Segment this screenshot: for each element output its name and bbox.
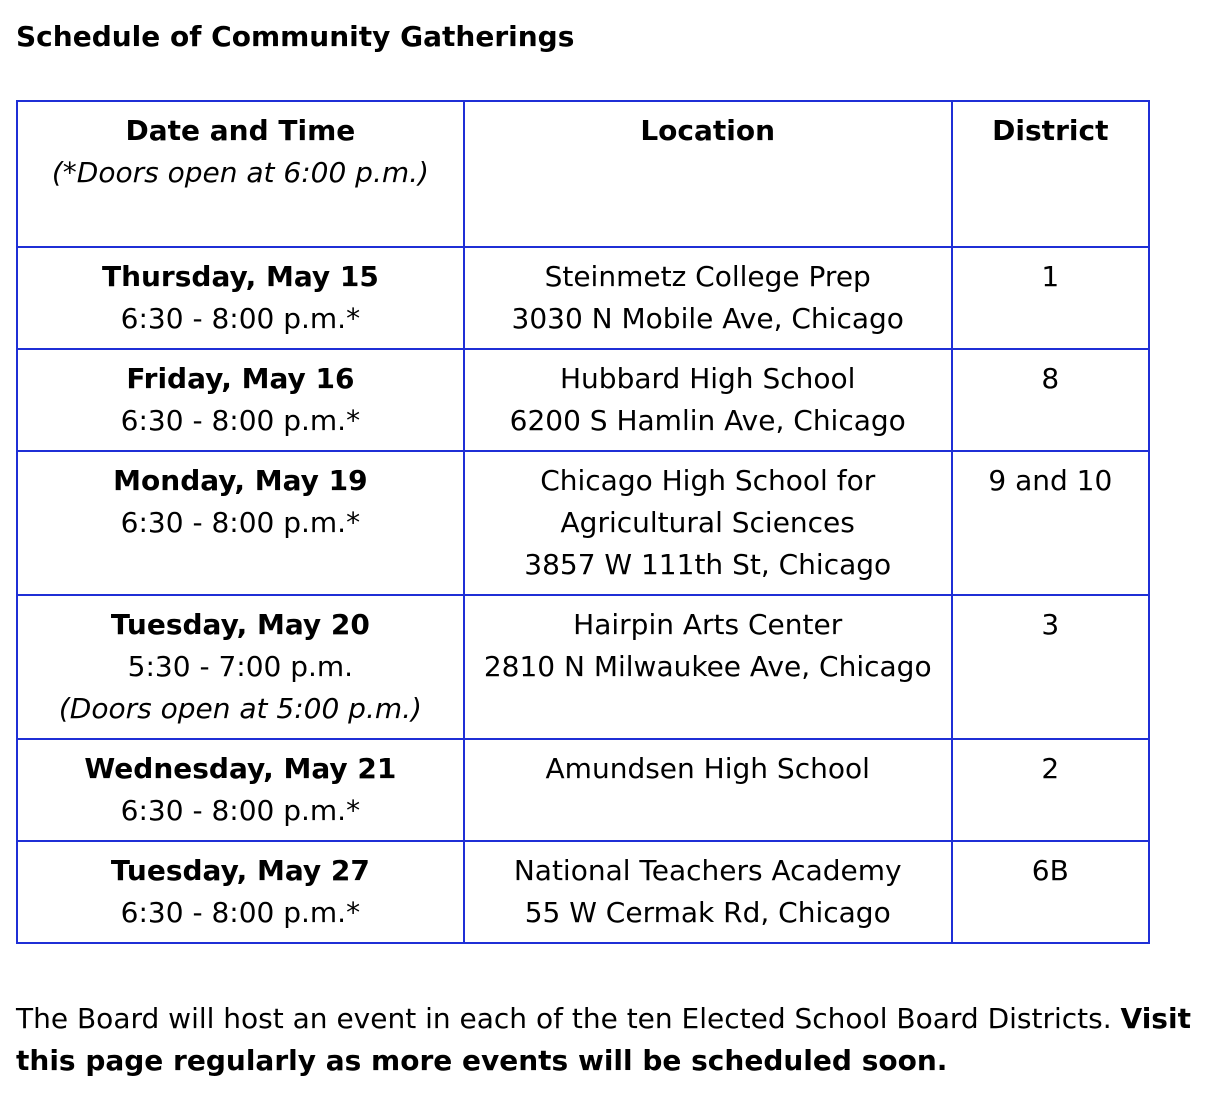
table-header-row	[17, 101, 1149, 247]
cell-location	[464, 595, 952, 739]
cell-district	[952, 595, 1149, 739]
footer-note	[16, 998, 1196, 1082]
event-time-note: (Doors open at 5:00 p.m.)	[58, 692, 422, 725]
cell-date-time	[17, 247, 464, 349]
event-day: Wednesday, May 21	[84, 752, 397, 785]
district-value: 3	[1041, 608, 1060, 641]
cell-location	[464, 841, 952, 943]
header-date-time	[17, 101, 464, 247]
cell-location	[464, 451, 952, 595]
cell-date-time	[17, 739, 464, 841]
header-district	[952, 101, 1149, 247]
header-district-label: District	[992, 114, 1109, 147]
event-time: 6:30 - 8:00 p.m.*	[120, 404, 361, 437]
district-value: 9 and 10	[988, 464, 1113, 497]
location-line: Amundsen High School	[545, 752, 870, 785]
page-title: Schedule of Community Gatherings	[16, 20, 575, 53]
table-row	[17, 247, 1149, 349]
header-date-note: (*Doors open at 6:00 p.m.)	[51, 156, 429, 189]
schedule-table	[16, 100, 1150, 944]
location-line: National Teachers Academy	[513, 854, 902, 887]
footer-bold-text: Visit this page regularly as more events will be scheduled soon.	[16, 1002, 1191, 1077]
event-time: 5:30 - 7:00 p.m.	[127, 650, 354, 683]
cell-district	[952, 841, 1149, 943]
table-row	[17, 349, 1149, 451]
cell-date-time	[17, 595, 464, 739]
event-time: 6:30 - 8:00 p.m.*	[120, 896, 361, 929]
cell-district	[952, 451, 1149, 595]
cell-district	[952, 739, 1149, 841]
location-line: Agricultural Sciences	[560, 506, 855, 539]
cell-date-time	[17, 349, 464, 451]
location-line: 55 W Cermak Rd, Chicago	[524, 896, 891, 929]
cell-district	[952, 349, 1149, 451]
event-day: Tuesday, May 27	[110, 854, 370, 887]
cell-date-time	[17, 451, 464, 595]
footer-text: The Board will host an event in each of the ten Elected School Board Districts.	[16, 1002, 1121, 1035]
cell-district	[952, 247, 1149, 349]
location-line: Hairpin Arts Center	[573, 608, 843, 641]
header-date-label: Date and Time	[125, 114, 356, 147]
location-line: Steinmetz College Prep	[544, 260, 871, 293]
event-time: 6:30 - 8:00 p.m.*	[120, 506, 361, 539]
event-day: Friday, May 16	[126, 362, 355, 395]
event-day: Tuesday, May 20	[110, 608, 370, 641]
location-line: 3030 N Mobile Ave, Chicago	[511, 302, 904, 335]
event-time: 6:30 - 8:00 p.m.*	[120, 302, 361, 335]
schedule-body	[17, 247, 1149, 943]
cell-location	[464, 739, 952, 841]
table-row	[17, 841, 1149, 943]
district-value: 6B	[1031, 854, 1069, 887]
district-value: 2	[1041, 752, 1060, 785]
table-row	[17, 595, 1149, 739]
location-line: 2810 N Milwaukee Ave, Chicago	[483, 650, 932, 683]
location-line: Hubbard High School	[560, 362, 856, 395]
event-day: Monday, May 19	[113, 464, 368, 497]
event-day: Thursday, May 15	[101, 260, 379, 293]
location-line: 6200 S Hamlin Ave, Chicago	[509, 404, 906, 437]
header-location	[464, 101, 952, 247]
cell-location	[464, 247, 952, 349]
table-row	[17, 739, 1149, 841]
location-line: Chicago High School for	[540, 464, 876, 497]
event-time: 6:30 - 8:00 p.m.*	[120, 794, 361, 827]
table-row	[17, 451, 1149, 595]
page	[16, 0, 1196, 1077]
district-value: 1	[1041, 260, 1060, 293]
cell-location	[464, 349, 952, 451]
cell-date-time	[17, 841, 464, 943]
district-value: 8	[1041, 362, 1060, 395]
header-location-label: Location	[640, 114, 776, 147]
location-line: 3857 W 111th St, Chicago	[524, 548, 892, 581]
